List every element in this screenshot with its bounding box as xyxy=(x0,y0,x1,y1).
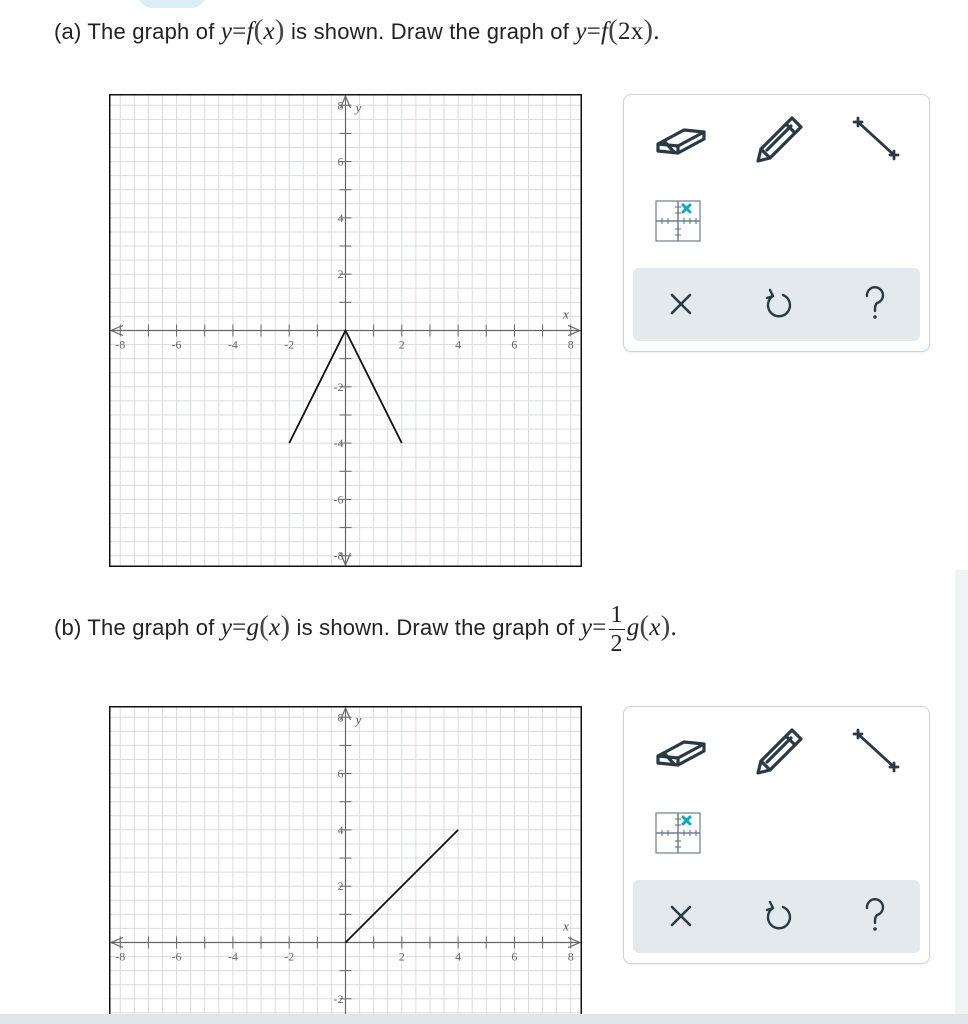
eraser-tool-button[interactable] xyxy=(650,729,710,775)
question-b-mid: is shown. Draw the graph of xyxy=(296,615,575,641)
pencil-icon xyxy=(752,725,806,779)
bottom-bar xyxy=(0,1014,968,1024)
y-axis-label: y xyxy=(355,100,362,115)
question-a-prompt xyxy=(54,14,660,47)
y-tick-label: -4 xyxy=(333,436,344,451)
pencil-tool-button[interactable] xyxy=(752,113,806,167)
y-tick-label: -2 xyxy=(333,991,344,1006)
graph-b-canvas[interactable] xyxy=(109,706,582,1014)
y-tick-label: -6 xyxy=(333,492,344,507)
target-function-b: y= $\frac{1}{2}$ g(x). xyxy=(580,602,677,657)
eraser-tool-button[interactable] xyxy=(650,117,710,163)
one-half-fraction: $\frac{1}{2}$ xyxy=(610,602,623,657)
graph-a-canvas[interactable] xyxy=(109,94,582,567)
help-button[interactable] xyxy=(853,894,897,938)
question-b-prompt xyxy=(54,603,677,656)
x-axis-label: x xyxy=(563,306,569,322)
y-tick-label: 8 xyxy=(337,710,344,725)
pencil-tool-button[interactable] xyxy=(752,725,806,779)
action-bar-a xyxy=(633,268,920,341)
y-axis-label: y xyxy=(355,712,362,727)
pencil-icon xyxy=(752,113,806,167)
line-tool-button[interactable] xyxy=(850,115,902,163)
x-axis-label: x xyxy=(563,918,569,934)
x-tick-label: 6 xyxy=(511,337,518,352)
y-tick-label: 6 xyxy=(337,766,344,781)
clear-button[interactable] xyxy=(659,894,703,938)
undo-button[interactable] xyxy=(756,894,800,938)
x-tick-label: -8 xyxy=(115,949,126,964)
y-tick-label: 4 xyxy=(337,210,344,225)
question-a-prefix: (a) The graph of xyxy=(54,19,215,44)
point-tool-button[interactable] xyxy=(654,197,702,245)
x-tick-label: -4 xyxy=(227,949,238,964)
x-tick-label: 4 xyxy=(455,337,462,352)
x-tick-label: -4 xyxy=(227,337,238,352)
clear-icon xyxy=(659,894,703,938)
point-tool-button[interactable] xyxy=(654,809,702,857)
question-b-prefix: (b) The graph of xyxy=(54,615,215,641)
y-tick-label: 8 xyxy=(337,98,344,113)
undo-icon xyxy=(756,282,800,326)
help-icon xyxy=(853,894,897,938)
x-tick-label: -8 xyxy=(115,337,126,352)
point-grid-icon xyxy=(654,197,702,245)
top-tab-indicator xyxy=(138,0,206,8)
x-tick-label: 2 xyxy=(398,949,405,964)
question-a-mid: is shown. Draw the graph of xyxy=(290,19,570,44)
clear-button[interactable] xyxy=(659,282,703,326)
toolbox-a xyxy=(623,94,930,352)
y-tick-label: 4 xyxy=(337,822,344,837)
x-tick-label: -6 xyxy=(171,337,182,352)
point-grid-icon xyxy=(654,809,702,857)
x-tick-label: 8 xyxy=(567,337,574,352)
eraser-icon xyxy=(650,117,710,163)
x-tick-label: 2 xyxy=(398,337,405,352)
help-button[interactable] xyxy=(853,282,897,326)
undo-icon xyxy=(756,894,800,938)
x-tick-label: -2 xyxy=(284,337,295,352)
undo-button[interactable] xyxy=(756,282,800,326)
clear-icon xyxy=(659,282,703,326)
y-tick-label: -2 xyxy=(333,379,344,394)
graph-b[interactable] xyxy=(109,706,582,1014)
eraser-icon xyxy=(650,729,710,775)
x-tick-label: 8 xyxy=(567,949,574,964)
graph-a[interactable] xyxy=(109,94,582,567)
scrollbar-track[interactable] xyxy=(955,570,968,1014)
toolbox-b xyxy=(623,706,930,964)
action-bar-b xyxy=(633,880,920,953)
help-icon xyxy=(853,282,897,326)
target-function-a: y=f(2x). xyxy=(575,14,660,46)
y-tick-label: -8 xyxy=(333,548,344,563)
x-tick-label: -2 xyxy=(284,949,295,964)
x-tick-label: 4 xyxy=(455,949,462,964)
given-function-a: y=f(x) xyxy=(220,14,285,46)
line-tool-button[interactable] xyxy=(850,727,902,775)
y-tick-label: 6 xyxy=(337,154,344,169)
x-tick-label: -6 xyxy=(171,949,182,964)
y-tick-label: 2 xyxy=(337,267,344,282)
line-segment-icon xyxy=(850,727,902,775)
x-tick-label: 6 xyxy=(511,949,518,964)
line-segment-icon xyxy=(850,115,902,163)
y-tick-label: 2 xyxy=(337,879,344,894)
given-function-b: y=g(x) xyxy=(220,610,291,643)
